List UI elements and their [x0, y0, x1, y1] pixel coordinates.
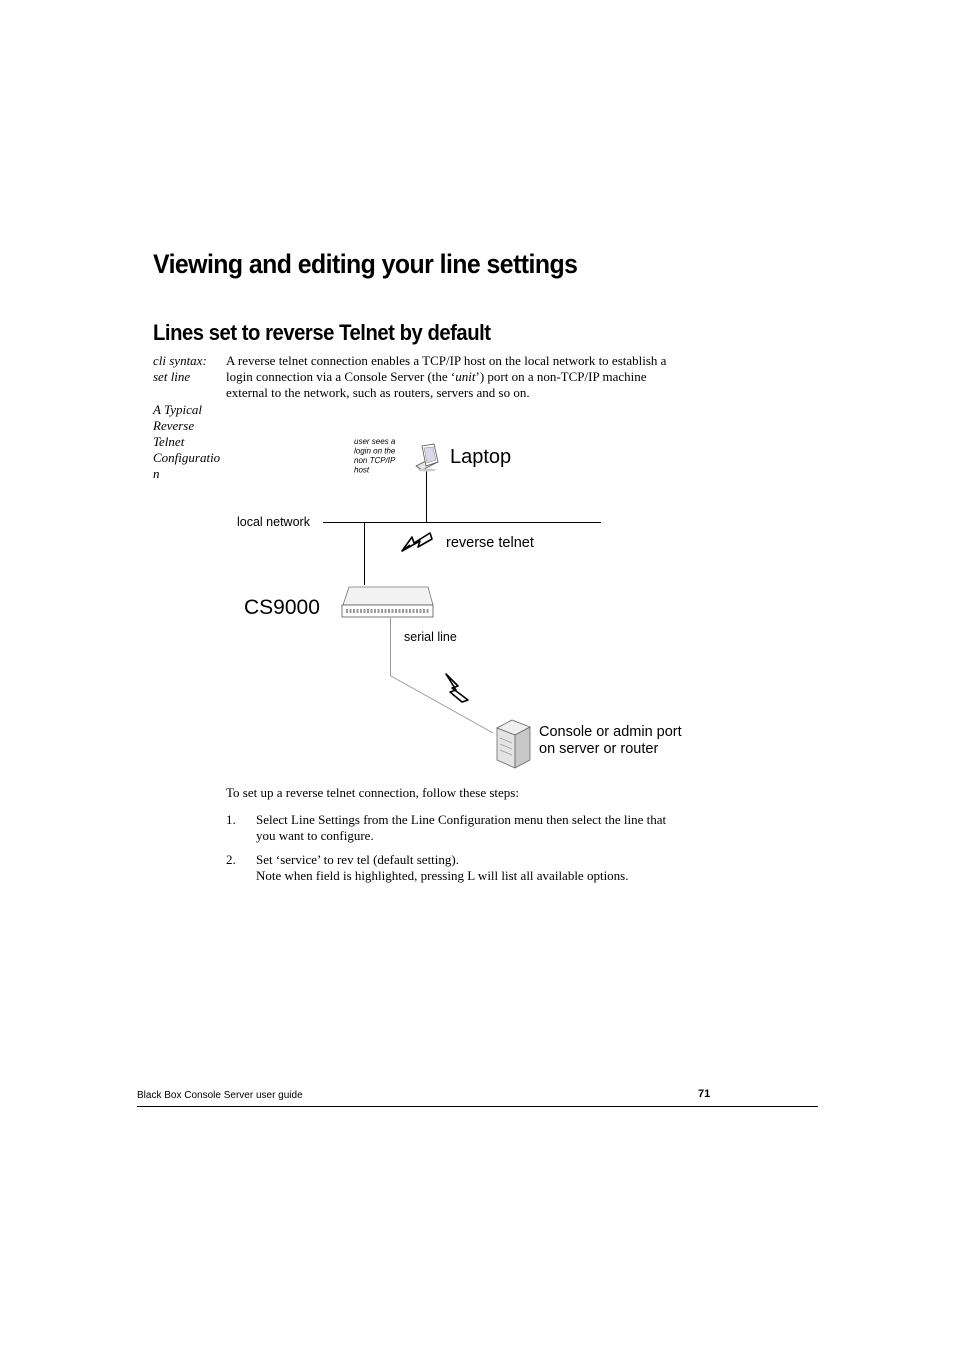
serial-lightning-icon [446, 674, 468, 702]
console-label-line: on server or router [539, 741, 659, 757]
caption-line: Configuratio [153, 450, 221, 465]
steps-lead: To set up a reverse telnet connection, follow these steps: [226, 785, 519, 800]
server-tower-icon [497, 720, 530, 768]
caption-line: Telnet [153, 434, 185, 449]
page-title: Viewing and editing your line settings [153, 249, 578, 279]
step-number: 2. [226, 852, 236, 867]
section-title: Lines set to reverse Telnet by default [153, 320, 491, 345]
device-label: CS9000 [244, 596, 320, 619]
note-line: host [354, 465, 370, 475]
footer-guide-title: Black Box Console Server user guide [137, 1090, 303, 1101]
step-line: Select Line Settings from the Line Configuration menu then select the line that [256, 812, 667, 827]
caption-line: Reverse [153, 418, 195, 433]
laptop-icon [416, 444, 438, 472]
caption-line: A Typical [153, 402, 202, 417]
cli-syntax-command: set line [153, 369, 191, 384]
serial-line-diagonal [391, 676, 493, 733]
page-number: 71 [698, 1088, 711, 1100]
lightning-icon [402, 533, 432, 551]
intro-line: A reverse telnet connection enables a TCP/IP host on the local network to establish a [226, 353, 667, 368]
cs9000-device-icon [342, 587, 433, 617]
laptop-label: Laptop [450, 446, 512, 468]
note-line: non TCP/IP [354, 456, 396, 465]
intro-paragraph [226, 353, 696, 401]
intro-line: external to the network, such as routers, servers and so on. [226, 385, 530, 400]
login-note [354, 437, 398, 475]
step-line: Note when field is highlighted, pressing L will list all available options. [256, 868, 629, 883]
step-number: 1. [226, 812, 236, 827]
intro-line [226, 369, 696, 385]
local-network-label: local network [237, 515, 310, 529]
step-line: you want to configure. [256, 828, 374, 843]
step-item [256, 852, 696, 884]
step-item [256, 812, 696, 844]
intro-text: login connection via a Console Server (the ‘ [226, 369, 456, 384]
cli-syntax-label [153, 353, 225, 385]
cli-syntax-line: cli syntax: [153, 353, 207, 368]
step-line: Set ‘service’ to rev tel (default setting). [256, 852, 459, 867]
note-line: user sees a [354, 437, 396, 446]
figure-caption [153, 402, 225, 482]
caption-line: n [153, 466, 160, 481]
reverse-telnet-label: reverse telnet [446, 535, 534, 551]
serial-line-label: serial line [404, 630, 457, 644]
intro-text: ’) port on a non-TCP/IP machine [475, 369, 647, 384]
intro-emphasis: unit [455, 369, 476, 384]
console-label-line: Console or admin port [539, 724, 682, 740]
note-line: login on the [354, 446, 396, 456]
footer-divider [137, 1106, 818, 1107]
console-label [539, 724, 686, 757]
